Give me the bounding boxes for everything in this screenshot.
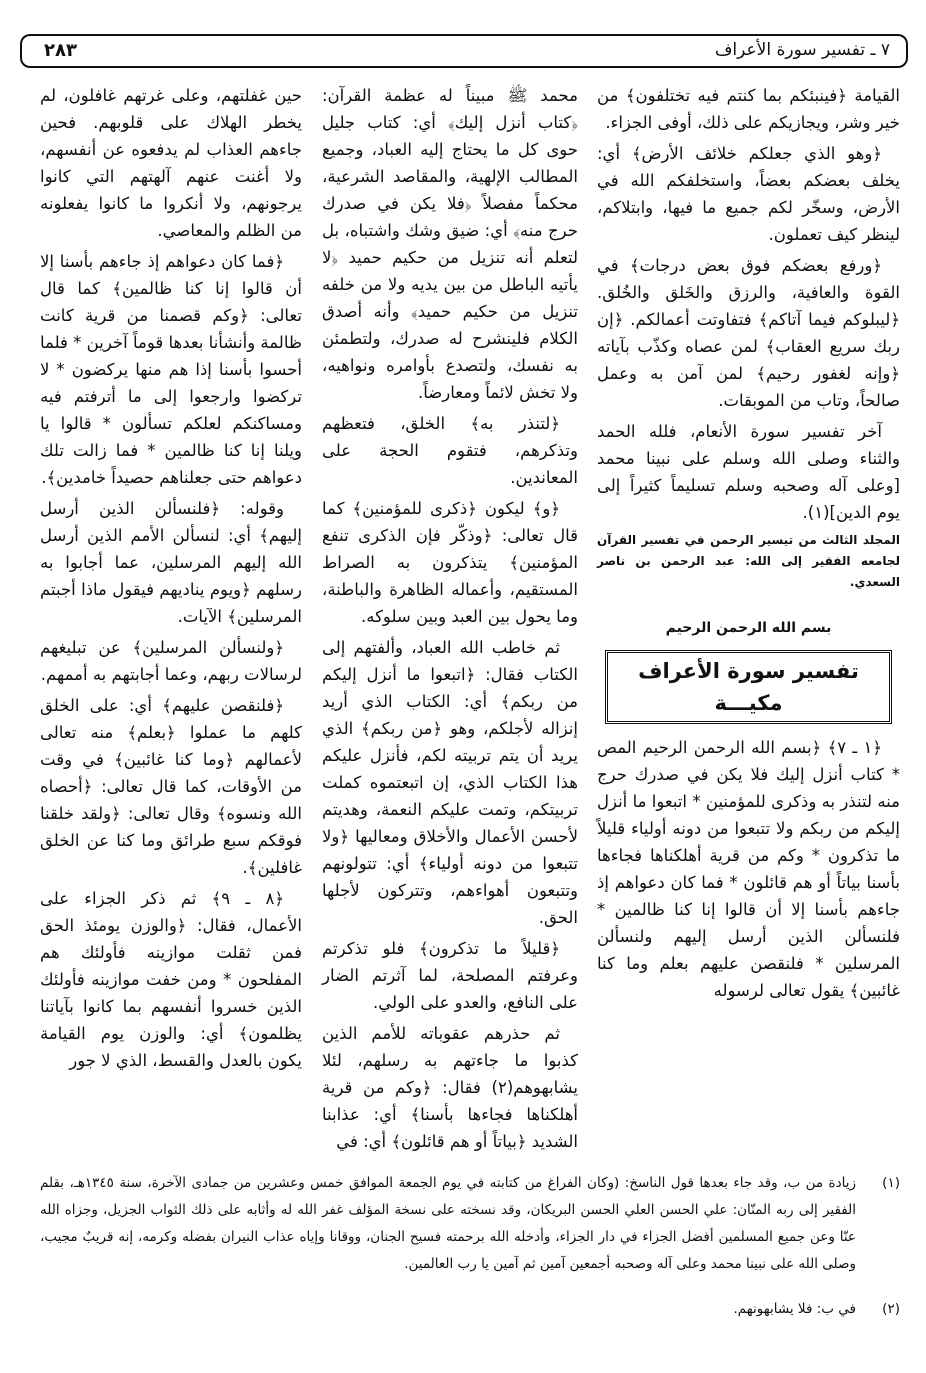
paragraph: ﴿٨ ـ ٩﴾ ثم ذكر الجزاء على الأعمال، فقال: ﴿والوزن يومئذ الحق فمن ثقلت موازينه فأولئك هم المفلحون * ومن خفت موازينه فأولئك الذين خسروا أنفسهم بما كانوا بآياتنا يظلمون﴾ أي: والوزن يوم القيامة يكون بالعدل والقسط، الذي لا جور bbox=[40, 889, 302, 1070]
surah-type: مكيـــة bbox=[714, 691, 783, 715]
paragraph: محمد ﷺ مبيناً له عظمة القرآن: ﴿كتاب أنزل إليك﴾ أي: كتاب جليل حوى كل ما يحتاج إليه العباد، وجميع المطالب الإلهية، والمقاصد الشرعية، محكماً مفصلاً ﴿فلا يكن في صدرك حرج منه﴾ أي: ضيق وشك واشتباه، بل لتعلم أنه تنزيل من حكيم حميد ﴿لا يأتيه الباطل من بين يديه ولا من خلفه تنزيل من حكيم حميد﴾ وأنه أصدق الكلام فلينشرح له صدرك، ولتطمئن به نفسك، ولتصدع بأوامره ونواهيه، ولا تخش لائماً ومعارضاً. bbox=[322, 86, 578, 402]
volume-colophon: المجلد الثالث من تيسير الرحمن في تفسير القرآن لجامعه الفقير إلى الله: عبد الرحمن بن ناصر السعدي. bbox=[597, 533, 900, 589]
paragraph: حين غفلتهم، وعلى غرتهم غافلون، لم يخطر الهلاك على قلوبهم. فحين جاءهم العذاب لم يدفعوه عن أنفسهم، ولا أغنت عنهم آلهتهم التي كانوا يرجونهم، ولا أنكروا ما كانوا يفعلونه من الظلم والمعاصي. bbox=[40, 86, 302, 240]
paragraph: ﴿فلنقصن عليهم﴾ أي: على الخلق كلهم ما عملوا ﴿بعلم﴾ منه تعالى لأعمالهم ﴿وما كنا غائبين﴾ في وقت من الأوقات، كما قال تعالى: ﴿أحصاه الله ونسوه﴾ وقال تعالى: ﴿ولقد خلقنا فوقكم سبع طرائق وما كنا عن الخلق غافلين﴾. bbox=[40, 696, 302, 877]
paragraph: ﴿لتنذر به﴾ الخلق، فتعظهم وتذكرهم، فتقوم الحجة على المعاندين. bbox=[322, 414, 578, 487]
surah-title: تفسير سورة الأعراف bbox=[638, 659, 859, 683]
footnote bbox=[40, 1296, 900, 1323]
paragraph: ﴿قليلاً ما تذكرون﴾ فلو تذكرتم وعرفتم المصلحة، لما آثرتم الضار على النافع، والعدو على الولي. bbox=[322, 939, 578, 1012]
paragraph: ﴿ولنسألن المرسلين﴾ عن تبليغهم لرسالات ربهم، وعما أجابتهم به أممهم. bbox=[40, 638, 302, 684]
paragraph: ﴿١ ـ ٧﴾ ﴿بسم الله الرحمن الرحيم المص * كتاب أنزل إليك فلا يكن في صدرك حرج منه لتنذر به وذكرى للمؤمنين * اتبعوا ما أنزل إليكم من ربكم ولا تتبعوا من دونه أولياء قليلاً ما تذكرون * وكم من قرية أهلكناها فجاءها بأسنا بياتاً أو هم قائلون * فما كان دعواهم إذ جاءهم بأسنا إلا أن قالوا إنا كنا ظالمين * فلنسألن الذين أرسل إليهم ولنسألن المرسلين * فلنقصن عليهم بعلم وما كنا غائبين﴾ يقول تعالى لرسوله bbox=[597, 738, 900, 1000]
paragraph: القيامة ﴿فينبئكم بما كنتم فيه تختلفون﴾ من خير وشر، ويجازيكم على ذلك، أوفى الجزاء. bbox=[597, 86, 900, 132]
running-title: ٧ ـ تفسير سورة الأعراف bbox=[714, 40, 890, 60]
paragraph: آخر تفسير سورة الأنعام، فلله الحمد والثناء وصلى الله وسلم على نبينا محمد [وعلى آله وصحبه وسلم تسليماً كثيراً إلى يوم الدين](١). bbox=[597, 422, 900, 522]
paragraph: ﴿فما كان دعواهم إذ جاءهم بأسنا إلا أن قالوا إنا كنا ظالمين﴾ كما قال تعالى: ﴿وكم قصمنا من قرية كانت ظالمة وأنشأنا بعدها قوماً آخرين * فلما أحسوا بأسنا إذا هم منها يركضون * لا تركضوا وارجعوا إلى ما أترفتم فيه ومساكنكم لعلكم تسألون * قالوا يا ويلنا إنا كنا ظالمين * فما زالت تلك دعواهم حتى جعلناهم حصيداً خامدين﴾. bbox=[40, 252, 302, 487]
footnote-text: في ب: فلا يشابهونهم. bbox=[733, 1301, 856, 1317]
footnote bbox=[40, 1170, 900, 1278]
footnote-number: (٢) bbox=[882, 1301, 900, 1317]
right-column bbox=[597, 82, 900, 1008]
paragraph: ثم خاطب الله العباد، وألفتهم إلى الكتاب فقال: ﴿اتبعوا ما أنزل إليكم من ربكم﴾ أي: الكتاب الذي أريد إنزاله لأجلكم، وهو ﴿من ربكم﴾ الذي يريد أن يتم تربيته لكم، فأنزل عليكم هذا الكتاب الذي، إن اتبعتموه كملت تربيتكم، وتمت عليكم النعمة، وهديتم لأحسن الأعمال والأخلاق ومعاليها ﴿ولا تتبعوا من دونه أولياء﴾ أي: تتولونهم وتتبعون أهواءهم، وتتركون لأجلها الحق. bbox=[322, 638, 578, 927]
paragraph: وقوله: ﴿فلنسألن الذين أرسل إليهم﴾ أي: لنسألن الأمم الذين أرسل الله إليهم المرسلين، عما أجابوا به رسلهم ﴿ويوم يناديهم فيقول ماذا أجبتم المرسلين﴾ الآيات. bbox=[40, 499, 302, 626]
paragraph: ثم حذرهم عقوباته للأمم الذين كذبوا ما جاءتهم به رسلهم، لئلا يشابهوهم(٢) فقال: ﴿وكم من قرية أهلكناها فجاءها بأسنا﴾ أي: عذابنا الشديد ﴿بياتاً أو هم قائلون﴾ أي: في bbox=[322, 1024, 578, 1151]
footnote-text: زيادة من ب، وقد جاء بعدها قول الناسخ: (وكان الفراغ من كتابته في يوم الجمعة الموافق خمس وعشرين من جمادى الآخرة، سنة ١٣٤٥هـ، بقلم الفقير إلى ربه المنّان: علي الحسن العلي الحسن البريكان، وقد نسخته على نسخة المؤلف غفر الله له وأثابه على ذلك الثواب الجزيل، وجزاه الله عنّا وعن جميع المسلمين أفضل الجزاء في دار الجزاء، وأدخله الله برحمته فسيح الجنان، ووقانا وإياه عذاب النيران بفضله وكرمه، إنه قريبٌ مجيب، وصلى الله على نبينا محمد وعلى آله وصحبه أجمعين آمين ثم آمين يا رب العالمين. bbox=[40, 1175, 856, 1272]
surah-title-box bbox=[605, 650, 892, 724]
left-column bbox=[40, 82, 302, 1078]
paragraph: ﴿ورفع بعضكم فوق بعض درجات﴾ في القوة والعافية، والرزق والخَلق والخُلق. ﴿ليبلوكم فيما آتاكم﴾ فتفاوتت أعمالكم. ﴿إن ربك سريع العقاب﴾ لمن عصاه وكذّب بآياته ﴿وإنه لغفور رحيم﴾ لمن آمن به وعمل صالحاً، وتاب من الموبقات. bbox=[597, 256, 900, 410]
paragraph: ﴿و﴾ ليكون ﴿ذكرى للمؤمنين﴾ كما قال تعالى: ﴿وذكّر فإن الذكرى تنفع المؤمنين﴾ يتذكرون به الصراط المستقيم، وأعماله الظاهرة والباطنة، وما يحول بين العبد وبين سلوكه. bbox=[322, 499, 578, 626]
page-number: ٢٨٣ bbox=[44, 40, 77, 61]
paragraph: ﴿وهو الذي جعلكم خلائف الأرض﴾ أي: يخلف بعضكم بعضاً، واستخلفكم الله في الأرض، وسخّر لكم جميع ما فيها، وابتلاكم، لينظر كيف تعملون. bbox=[597, 144, 900, 244]
running-header bbox=[30, 34, 898, 68]
middle-column bbox=[322, 82, 578, 1159]
basmala: بسم الله الرحمن الرحيم bbox=[665, 620, 832, 636]
footnotes bbox=[40, 1170, 900, 1341]
footnote-number: (١) bbox=[882, 1175, 900, 1191]
